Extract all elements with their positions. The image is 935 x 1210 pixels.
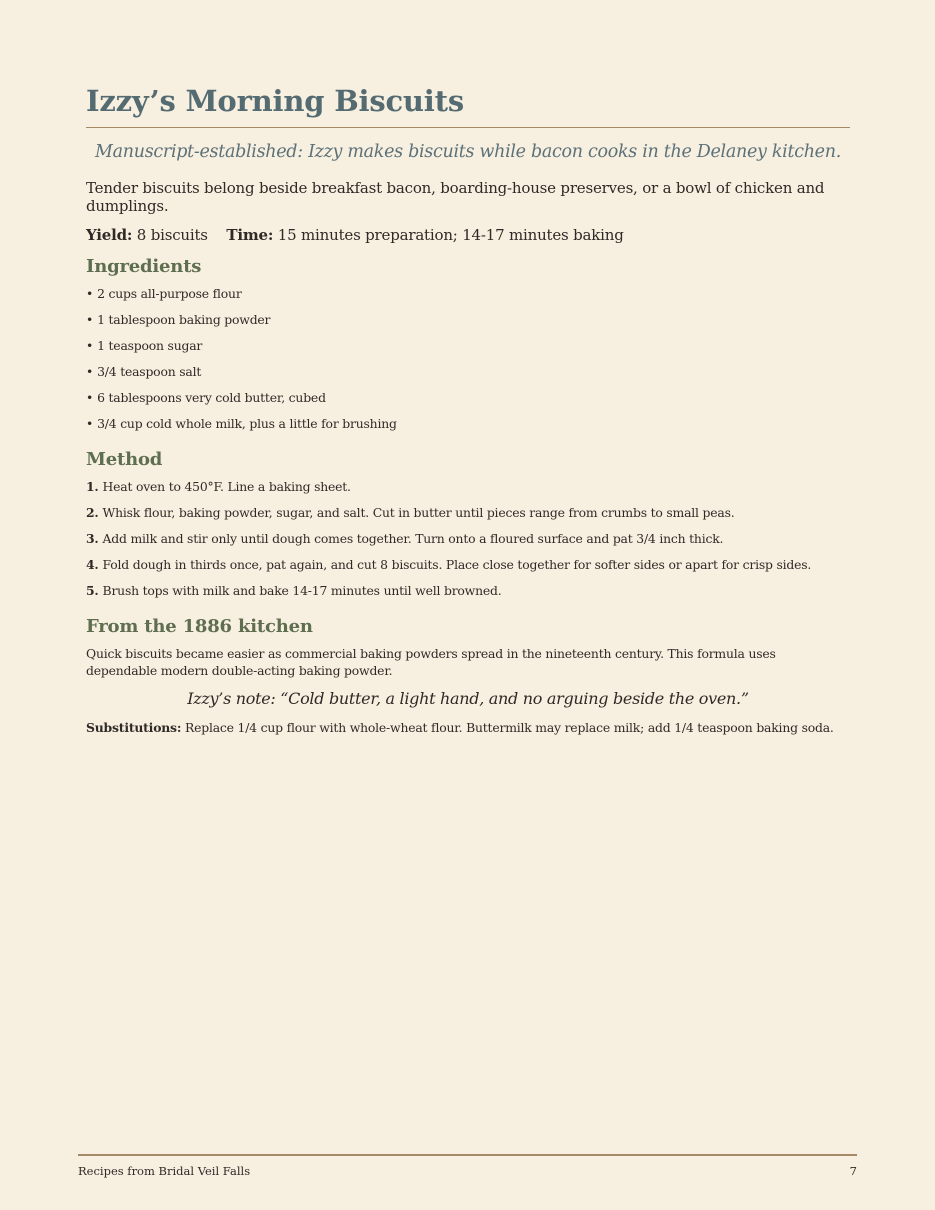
step-text: Brush tops with milk and bake 14-17 minutes until well browned. <box>102 583 502 598</box>
step-number: 2. <box>86 505 99 520</box>
ingredient-text: 1 teaspoon sugar <box>97 338 203 353</box>
bullet: • <box>86 390 94 405</box>
footer-book-title: Recipes from Bridal Veil Falls <box>78 1164 251 1178</box>
ingredient-item <box>86 415 850 441</box>
ingredient-text: 6 tablespoons very cold butter, cubed <box>97 390 326 405</box>
ingredients-list <box>86 285 850 441</box>
ingredient-text: 3/4 teaspoon salt <box>97 364 202 379</box>
yield-value: 8 biscuits <box>136 226 208 244</box>
bullet: • <box>86 416 94 431</box>
step-number: 1. <box>86 479 99 494</box>
ingredient-item <box>86 285 850 311</box>
time-label: Time: <box>226 226 274 244</box>
method-step <box>86 582 850 608</box>
method-step <box>86 504 850 530</box>
ingredient-item <box>86 337 850 363</box>
step-text: Whisk flour, baking powder, sugar, and salt. Cut in butter until pieces range from crumbs to small peas. <box>102 505 735 520</box>
history-heading: From the 1886 kitchen <box>86 616 313 637</box>
step-number: 4. <box>86 557 99 572</box>
substitutions <box>86 720 850 735</box>
ingredient-text: 1 tablespoon baking powder <box>97 312 271 327</box>
bullet: • <box>86 286 94 301</box>
substitutions-label: Substitutions: <box>86 720 182 735</box>
history-text: Quick biscuits became easier as commercial baking powders spread in the nineteenth century. This formula uses dependable modern double-acting baking powder. <box>86 646 776 678</box>
ingredients-heading: Ingredients <box>86 256 202 277</box>
method-step <box>86 530 850 556</box>
bullet: • <box>86 364 94 379</box>
recipe-title: Izzy’s Morning Biscuits <box>86 84 850 128</box>
recipe-subtitle: Manuscript-established: Izzy makes biscuits while bacon cooks in the Delaney kitchen. <box>95 142 841 162</box>
recipe-meta <box>86 226 850 244</box>
substitutions-text: Replace 1/4 cup flour with whole-wheat flour. Buttermilk may replace milk; add 1/4 teaspoon baking soda. <box>184 720 834 735</box>
ingredient-item <box>86 311 850 337</box>
izzy-note: Izzy’s note: “Cold butter, a light hand, and no arguing beside the oven.” <box>187 689 749 708</box>
step-number: 5. <box>86 583 99 598</box>
bullet: • <box>86 338 94 353</box>
ingredient-text: 3/4 cup cold whole milk, plus a little for brushing <box>97 416 397 431</box>
ingredient-item <box>86 363 850 389</box>
step-number: 3. <box>86 531 99 546</box>
yield-label: Yield: <box>86 226 133 244</box>
step-text: Add milk and stir only until dough comes together. Turn onto a floured surface and pat 3/4 inch thick. <box>102 531 724 546</box>
page-footer <box>78 1154 857 1178</box>
bullet: • <box>86 312 94 327</box>
step-text: Heat oven to 450°F. Line a baking sheet. <box>102 479 351 494</box>
step-text: Fold dough in thirds once, pat again, and cut 8 biscuits. Place close together for softer sides or apart for crisp sides. <box>102 557 812 572</box>
ingredient-text: 2 cups all-purpose flour <box>97 286 242 301</box>
time-value: 15 minutes preparation; 14-17 minutes baking <box>277 226 624 244</box>
footer-page-number: 7 <box>849 1164 857 1178</box>
recipe-page <box>86 84 850 735</box>
method-step <box>86 478 850 504</box>
recipe-intro: Tender biscuits belong beside breakfast bacon, boarding-house preserves, or a bowl of chicken and dumplings. <box>86 179 825 215</box>
method-step <box>86 556 850 582</box>
method-heading: Method <box>86 449 163 470</box>
ingredient-item <box>86 389 850 415</box>
method-list <box>86 478 850 608</box>
